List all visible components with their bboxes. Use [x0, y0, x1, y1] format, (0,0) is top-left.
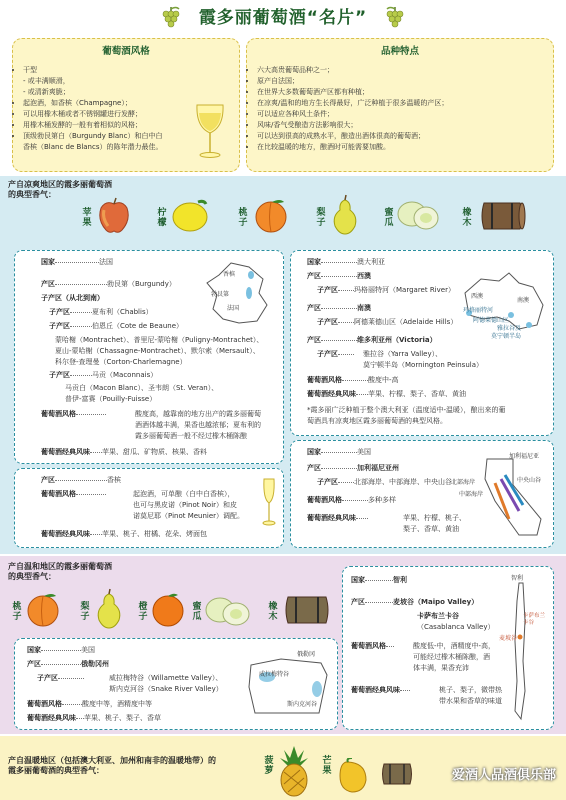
subregion-label: 子产区 — [317, 286, 338, 294]
list-item: • 顶级勃艮第白（Burgundy Blanc）和白中白 — [23, 132, 183, 141]
region-value: 香槟 — [107, 476, 121, 484]
peach-icon — [24, 592, 62, 628]
page-title: 霞多丽葡萄酒“名片” — [198, 8, 368, 28]
list-item: • 可以适应各种风土条件； — [257, 110, 549, 119]
pear-icon — [330, 194, 360, 236]
village-line: 马贡白（Macon Blanc）、圣韦朗（St. Veran）、 — [65, 384, 219, 392]
flavor-value: 苹果、甜瓜、矿物质、核果、香料 — [102, 448, 207, 456]
list-item: • 在凉爽/温和的地方生长得最好，广泛种植于很多温暖的产区； — [257, 99, 549, 108]
region-value: 俄勒冈州 — [81, 660, 109, 668]
lemon-icon — [170, 198, 210, 234]
moderate-climate-section — [0, 556, 566, 734]
list-item: • 干型 — [23, 66, 183, 75]
list-item: • 风味/香气受酿造方法影响很大； — [257, 121, 549, 130]
map-label: 雅拉谷及 — [497, 325, 522, 332]
map-label: 北部海岸 — [451, 479, 476, 486]
map-label: 勃艮第 — [211, 291, 230, 298]
flavor-value: 苹果、桃子、柑橘、花朵、烤面包 — [102, 530, 207, 538]
list-item: • 用橡木桶发酵的一般有着相似的风格； — [23, 121, 183, 130]
map-label: 南澳 — [517, 297, 530, 304]
list-item: • 可以达到很高的成熟水平，酿造出酒体很高的葡萄酒； — [257, 132, 549, 141]
wine-style-heading: 葡萄酒风格 — [102, 46, 150, 57]
village-line: 夏山-蒙哈榭（Chassagne-Montrachet）、默尔索（Mersault）、 — [55, 347, 260, 355]
style-label: 葡萄酒风格 — [27, 700, 62, 708]
pineapple-icon — [276, 744, 312, 798]
australia-box — [290, 250, 554, 436]
region-value: 西澳 — [357, 272, 371, 280]
style-line: 酸度高，越靠南的地方出产的霞多丽葡萄 — [135, 410, 261, 418]
map-label: 莫宁顿半岛 — [491, 333, 522, 340]
page-header — [0, 0, 566, 36]
style-line: 诺莫尼耶（Pinot Meunier）调配。 — [133, 512, 245, 520]
subregion-value: 莫宁顿半岛（Mornington Peinsula） — [363, 361, 484, 369]
note-line: *霞多丽广泛种植于整个澳大利亚（温度适中-温暖），酿出来的葡 — [307, 406, 506, 414]
map-label: 阿德莱德山区 — [473, 317, 510, 324]
grape-icon — [382, 5, 408, 31]
style-label: 葡萄酒风格 — [351, 642, 386, 650]
peach-icon — [252, 198, 290, 234]
list-item: 香槟（Blanc de Blancs）的陈年潜力最佳。 — [23, 143, 163, 151]
map-label: 加利福尼亚 — [509, 453, 540, 460]
champagne-box — [14, 468, 284, 548]
style-value: 多种多样 — [368, 496, 396, 504]
subregion-value: 马贡（Maconnais） — [92, 371, 158, 379]
fruit-label-peach: 桃子 — [238, 208, 248, 228]
subregion-value: 雅拉谷（Yarra Valley）、 — [363, 350, 443, 358]
wine-style-box — [12, 38, 240, 172]
flavor-label: 葡萄酒经典风味 — [41, 448, 90, 456]
style-value: 酸度中等，酒精度中等 — [82, 700, 152, 708]
fruit-label-pineapple: 菠萝 — [264, 756, 274, 776]
apple-icon — [96, 196, 132, 236]
warm-section-title: 产自温暖地区（包括澳大利亚、加州和南非的温暖地带）的 霞多丽葡萄酒的典型香气： — [8, 756, 216, 775]
flavor-label: 葡萄酒经典风味 — [41, 530, 90, 538]
village-line: 蒙哈榭（Montrachet）、普里尼-蒙哈榭（Puligny-Montrachet）、 — [55, 336, 264, 344]
region-label: 产区 — [307, 336, 321, 344]
flavor-label: 葡萄酒经典风味 — [307, 390, 356, 398]
oak-barrel-icon — [282, 594, 332, 626]
fruit-label-mango: 芒果 — [322, 756, 332, 776]
list-item: • 起泡酒，如香槟（Champagne）； — [23, 99, 183, 108]
flavor-label: 葡萄酒经典风味 — [27, 714, 76, 722]
region-label: 产区 — [27, 660, 41, 668]
fruit-label-oak: 橡木 — [462, 208, 472, 228]
region-label: 产区 — [307, 464, 321, 472]
region-label: 产区 — [351, 598, 365, 606]
region-label: 产区 — [41, 280, 55, 288]
village-line: 普伊-富赛（Pouilly-Fuisse） — [65, 395, 157, 403]
flavor-value: 带水果和香草的味道 — [439, 697, 502, 705]
region-value: 麦坡谷（Maipo Valley） — [393, 598, 479, 606]
fruit-label-peach: 桃子 — [12, 602, 22, 622]
oregon-map — [247, 653, 331, 719]
fruit-label-melon: 蜜瓜 — [192, 602, 202, 622]
subregion-value: 阿德莱德山区（Adelaide Hills） — [354, 318, 458, 326]
map-label: 香槟 — [223, 271, 236, 278]
variety-traits-list — [247, 66, 549, 152]
subregion-label: 子产区 — [317, 478, 338, 486]
fruit-label-melon: 蜜瓜 — [384, 208, 394, 228]
region-label: 产区 — [307, 272, 321, 280]
list-item: • 可以用橡木桶或者不锈钢罐进行发酵； — [23, 110, 183, 119]
map-label: 西澳 — [471, 293, 484, 300]
flavor-label: 葡萄酒经典风味 — [351, 686, 400, 694]
wine-style-list — [13, 66, 183, 152]
style-label: 葡萄酒风格 — [41, 410, 76, 418]
subregion-label: 子产区 — [37, 674, 58, 682]
list-item: • 六大高贵葡萄品种之一； — [257, 66, 549, 75]
grape-icon — [158, 5, 184, 31]
moderate-section-title: 产自温和地区的霞多丽葡萄酒 的典型香气： — [8, 562, 112, 581]
melon-icon — [396, 198, 440, 232]
region-label: 产区 — [41, 476, 55, 484]
fruit-label-pear: 梨子 — [316, 208, 326, 228]
style-line: 酸度低-中，酒精度中-高， — [413, 642, 496, 650]
map-label: 玛格丽特河 — [463, 307, 494, 314]
region-value: 勃艮第（Burgundy） — [107, 280, 176, 288]
style-line: 体丰满，果香充沛 — [413, 664, 469, 672]
pear-icon — [94, 588, 124, 630]
subregion-value: 北部海岸、中部海岸、中央山谷 — [354, 478, 452, 486]
subregion-header: 子产区（从北到南） — [41, 294, 104, 302]
oak-barrel-icon — [380, 762, 414, 786]
subregion-value: 伯恩丘（Cote de Beaune） — [92, 322, 183, 330]
style-line: 可能经过橡木桶陈酿，酒 — [413, 653, 490, 661]
region-value: 维多利亚州（Victoria） — [357, 336, 437, 344]
country-value: 美国 — [81, 646, 95, 654]
oak-barrel-icon — [478, 200, 526, 232]
flavor-label: 葡萄酒经典风味 — [307, 514, 356, 522]
style-line: 起泡酒，可单酿（白中白香槟）， — [133, 490, 235, 498]
style-value: 酸度中-高 — [368, 376, 399, 384]
flavor-value: 桃子、梨子，微带热 — [439, 686, 502, 694]
subregion-label: 子产区 — [49, 371, 70, 379]
mango-icon — [336, 758, 370, 794]
list-item: • 原产自法国； — [257, 77, 549, 86]
region-value: （Casablanca Valley） — [417, 623, 495, 631]
melon-icon — [204, 594, 252, 628]
fruit-label-apple: 苹果 — [82, 208, 92, 228]
flavor-value: 苹果、桃子、梨子、香草 — [84, 714, 161, 722]
list-item: • 在比较温暖的地方，酿酒时可能需要加酸。 — [257, 143, 549, 152]
region-value: 南澳 — [357, 304, 371, 312]
warm-climate-section — [0, 736, 566, 800]
region-label: 产区 — [307, 304, 321, 312]
list-item: - 或清新爽脆； — [23, 88, 70, 96]
france-box — [14, 250, 284, 464]
chile-box — [342, 566, 554, 730]
subregion-value: 夏布利（Chablis） — [92, 308, 153, 316]
map-label: 法国 — [227, 305, 240, 312]
style-line: 也可与黑皮诺（Pinot Noir）和皮 — [133, 501, 238, 509]
country-value: 澳大利亚 — [357, 258, 385, 266]
village-line: 科尔登-查理曼（Corton-Charlemagne） — [55, 358, 187, 366]
list-item: - 或丰满顺滑， — [23, 77, 70, 85]
fruit-label-lemon: 柠檬 — [157, 208, 167, 228]
subregion-value: 斯内克河谷（Snake River Valley） — [109, 685, 223, 693]
subregion-label: 子产区 — [317, 350, 338, 358]
map-label: 麦坡谷 — [499, 635, 518, 642]
variety-traits-box — [246, 38, 554, 172]
map-label: 威拉梅特谷 — [259, 671, 290, 678]
country-label: 国家 — [27, 646, 41, 654]
country-value: 法国 — [99, 258, 113, 266]
style-label: 葡萄酒风格 — [307, 496, 342, 504]
variety-traits-heading: 品种特点 — [380, 46, 419, 57]
style-label: 葡萄酒风格 — [307, 376, 342, 384]
usa-california-box — [290, 440, 554, 548]
country-label: 国家 — [307, 448, 321, 456]
style-line: 霞多丽葡萄酒一般不经过橡木桶陈酿 — [135, 432, 247, 440]
fruit-label-orange: 橙子 — [138, 602, 148, 622]
flavor-value: 苹果、柠檬、梨子、香草、黄油 — [368, 390, 466, 398]
subregion-value: 威拉梅特谷（Willamette Valley）、 — [109, 674, 223, 682]
map-label: 斯内克河谷 — [287, 701, 318, 708]
note-line: 萄酒具有凉爽地区霞多丽葡萄酒的典型风格。 — [307, 417, 447, 425]
map-label: 卡萨布兰卡谷 — [523, 613, 546, 626]
region-value: 加利福尼亚州 — [357, 464, 399, 472]
map-label: 中部海岸 — [459, 491, 484, 498]
chile-map — [513, 581, 527, 721]
wine-glass-icon — [193, 101, 227, 161]
country-label: 国家 — [307, 258, 321, 266]
flavor-value: 苹果、柠檬、桃子、 — [403, 514, 466, 522]
champagne-glass-icon — [261, 477, 277, 527]
list-item: • 在世界大多数葡萄酒产区都有种植； — [257, 88, 549, 97]
subregion-value: 玛格丽特河（Margaret River） — [354, 286, 455, 294]
flavor-value: 梨子、香草、黄油 — [403, 525, 459, 533]
subregion-label: 子产区 — [49, 308, 70, 316]
fruit-label-oak: 橡木 — [268, 602, 278, 622]
cool-section-title: 产自凉爽地区的霞多丽葡萄酒 的典型香气： — [8, 180, 112, 199]
subregion-label: 子产区 — [49, 322, 70, 330]
usa-oregon-box — [14, 638, 338, 730]
map-label: 中央山谷 — [517, 477, 542, 484]
california-map — [479, 449, 549, 541]
country-value: 美国 — [357, 448, 371, 456]
style-line: 酒酒体越丰满，果香也越浓郁；夏布利的 — [135, 421, 261, 429]
map-label: 智利 — [511, 575, 524, 582]
country-value: 智利 — [393, 576, 407, 584]
subregion-label: 子产区 — [317, 318, 338, 326]
region-value: 卡萨布兰卡谷 — [417, 612, 459, 620]
fruit-label-pear: 梨子 — [80, 602, 90, 622]
map-label: 俄勒冈 — [297, 651, 316, 658]
watermark: 爱酒人品酒俱乐部 — [451, 768, 556, 783]
orange-icon — [150, 592, 186, 628]
cool-climate-section — [0, 176, 566, 554]
style-label: 葡萄酒风格 — [41, 490, 76, 498]
country-label: 国家 — [351, 576, 365, 584]
country-label: 国家 — [41, 258, 55, 266]
